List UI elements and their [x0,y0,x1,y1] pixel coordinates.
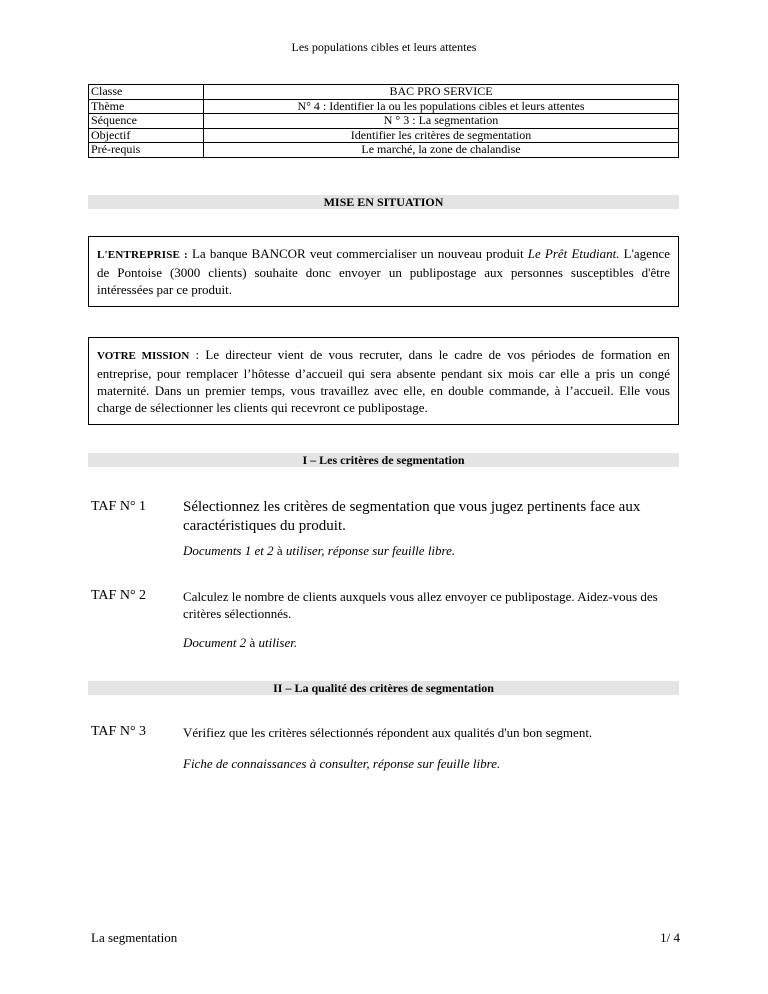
info-key: Pré-requis [89,143,204,158]
taf-2-note [183,635,297,651]
table-row [89,143,679,158]
info-value: Identifier les critères de segmentation [204,128,679,143]
taf-1-text: Sélectionnez les critères de segmentation que vous jugez pertinents face aux caractéristiques du produit. [183,499,641,534]
info-key: Classe [89,85,204,100]
info-value: N° 4 : Identifier la ou les populations cibles et leurs attentes [204,99,679,114]
taf-3-text: Vérifiez que les critères sélectionnés répondent aux qualités d'un bon segment. [183,725,593,740]
section-heading-2: II – La qualité des critères de segmentation [88,681,679,695]
taf-2-text: Calculez le nombre de clients auxquels vous allez envoyer ce publipostage. Aidez-vous des critères sélectionnés. [183,589,658,621]
entreprise-lead: L'ENTREPRISE : [97,249,188,261]
section-heading-1: I – Les critères de segmentation [88,453,679,467]
taf-1-note-b: à [276,543,283,558]
taf-2-note-a: Document 2 [183,635,250,650]
taf-1-note-c: utiliser, réponse sur feuille libre. [282,543,456,558]
mission-text: : Le directeur vient de vous recruter, dans le cadre de vos périodes de formation en entreprise, pour remplacer l’hôtesse d’accueil qui sera absente pendant six mois car elle a pris un congé maternité. Dans un premier temps, vous travaillez avec elle, en double commande, à l’accueil. Elle vous charge de sélectionner les clients qui recevront ce publipostage. [97,347,671,415]
mission-box [88,337,679,425]
footer-title: La segmentation [91,930,178,945]
info-key: Séquence [89,114,204,129]
table-row [89,85,679,100]
entreprise-text-2: L'agence de Pontoise (3000 clients) souhaite donc envoyer un publipostage aux personnes susceptibles d'être intéressées par ce produit. [97,246,670,297]
info-value: BAC PRO SERVICE [204,85,679,100]
table-row [89,99,679,114]
page-number: 1/ 4 [660,930,680,945]
product-name: Le Prêt Etudiant. [527,246,620,261]
taf-3-note: Fiche de connaissances à consulter, réponse sur feuille libre. [183,756,501,771]
info-value: N ° 3 : La segmentation [204,114,679,129]
taf-3-label: TAF N° 3 [91,724,147,739]
table-row [89,128,679,143]
info-key: Objectif [89,128,204,143]
taf-2-note-b: à [249,635,256,650]
page-header: Les populations cibles et leurs attentes [291,40,477,54]
taf-1-note-a: Documents 1 et 2 [183,543,277,558]
taf-2-label: TAF N° 2 [91,588,147,603]
info-table [88,84,679,158]
entreprise-box [88,236,679,307]
taf-2-note-c: utiliser. [255,635,298,650]
section-heading-mise: MISE EN SITUATION [88,195,679,209]
taf-1-note [183,543,455,559]
mission-lead: VOTRE MISSION [97,350,190,362]
table-row [89,114,679,129]
entreprise-text-1: La banque BANCOR veut commercialiser un nouveau produit [187,246,528,261]
info-key: Thème [89,99,204,114]
taf-1-label: TAF N° 1 [91,499,147,514]
info-value: Le marché, la zone de chalandise [204,143,679,158]
